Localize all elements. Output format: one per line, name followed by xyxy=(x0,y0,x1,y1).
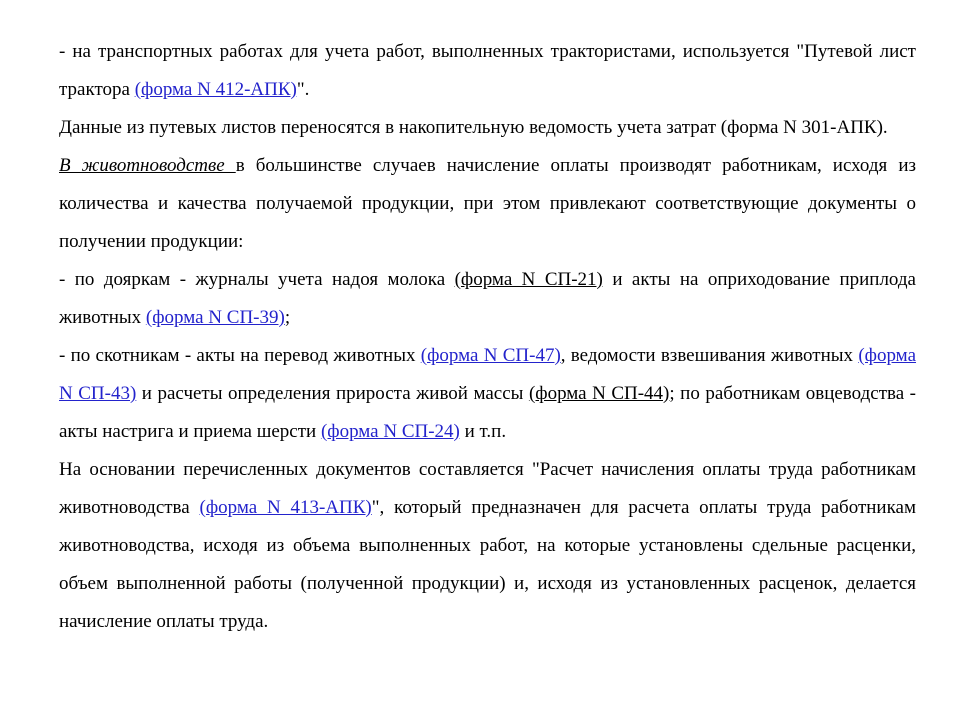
link-form-sp-21[interactable]: (форма N СП-21) xyxy=(454,269,603,290)
link-form-sp-47[interactable]: (форма N СП-47) xyxy=(420,345,561,366)
text: - на транспортных работах для учета работ, выполненных трактористами, используется "Путевой лист трактора xyxy=(59,41,916,100)
text: Данные из путевых листов переносятся в накопительную ведомость учета затрат (форма N 301-АПК). xyxy=(59,117,888,138)
paragraph-milkmaids xyxy=(59,261,916,337)
link-form-sp-24[interactable]: (форма N СП-24) xyxy=(320,421,460,442)
paragraph-tractor-waybill xyxy=(59,33,916,109)
paragraph-payroll-calculation xyxy=(59,451,916,641)
link-form-sp-44[interactable]: (форма N СП-44) xyxy=(528,383,670,404)
link-form-413-apk[interactable]: (форма N 413-АПК) xyxy=(199,497,372,518)
paragraph-cost-ledger xyxy=(59,109,916,147)
paragraph-stockmen xyxy=(59,337,916,451)
text: ; xyxy=(284,307,291,328)
text: - по скотникам - акты на перевод животных xyxy=(59,345,421,366)
text: , ведомости взвешивания животных xyxy=(560,345,859,366)
link-form-sp-39[interactable]: (форма N СП-39) xyxy=(145,307,285,328)
text: и расчеты определения прироста живой массы xyxy=(136,383,529,404)
text: и т.п. xyxy=(459,421,507,442)
text: На основании перечисленных документов составляется "Расчет начисления оплаты труда работникам животноводства xyxy=(59,459,916,518)
document-body xyxy=(59,33,916,641)
link-form-sp-43[interactable]: (форма N СП-43) xyxy=(59,345,917,404)
text: ; по работникам овцеводства - акты настрига и приема шерсти xyxy=(59,383,916,442)
link-form-412-apk[interactable]: (форма N 412-АПК) xyxy=(134,79,297,100)
emphasis-livestock: В животноводстве xyxy=(59,155,236,176)
text: - по дояркам - журналы учета надоя молока xyxy=(59,269,455,290)
paragraph-livestock-intro xyxy=(59,147,916,261)
text: ", который предназначен для расчета оплаты труда работникам животноводства, исходя из объема выполненных работ, на которые установлены сдельные расценки, объем выполненной работы (полученной продукции) и, исходя из установленных расценок, делается начисление оплаты труда. xyxy=(59,497,916,632)
text: и акты на оприходование приплода животных xyxy=(59,269,916,328)
text: в большинстве случаев начисление оплаты производят работникам, исходя из количества и качества получаемой продукции, при этом привлекают соответствующие документы о получении продукции: xyxy=(59,155,916,252)
text: ". xyxy=(296,79,310,100)
